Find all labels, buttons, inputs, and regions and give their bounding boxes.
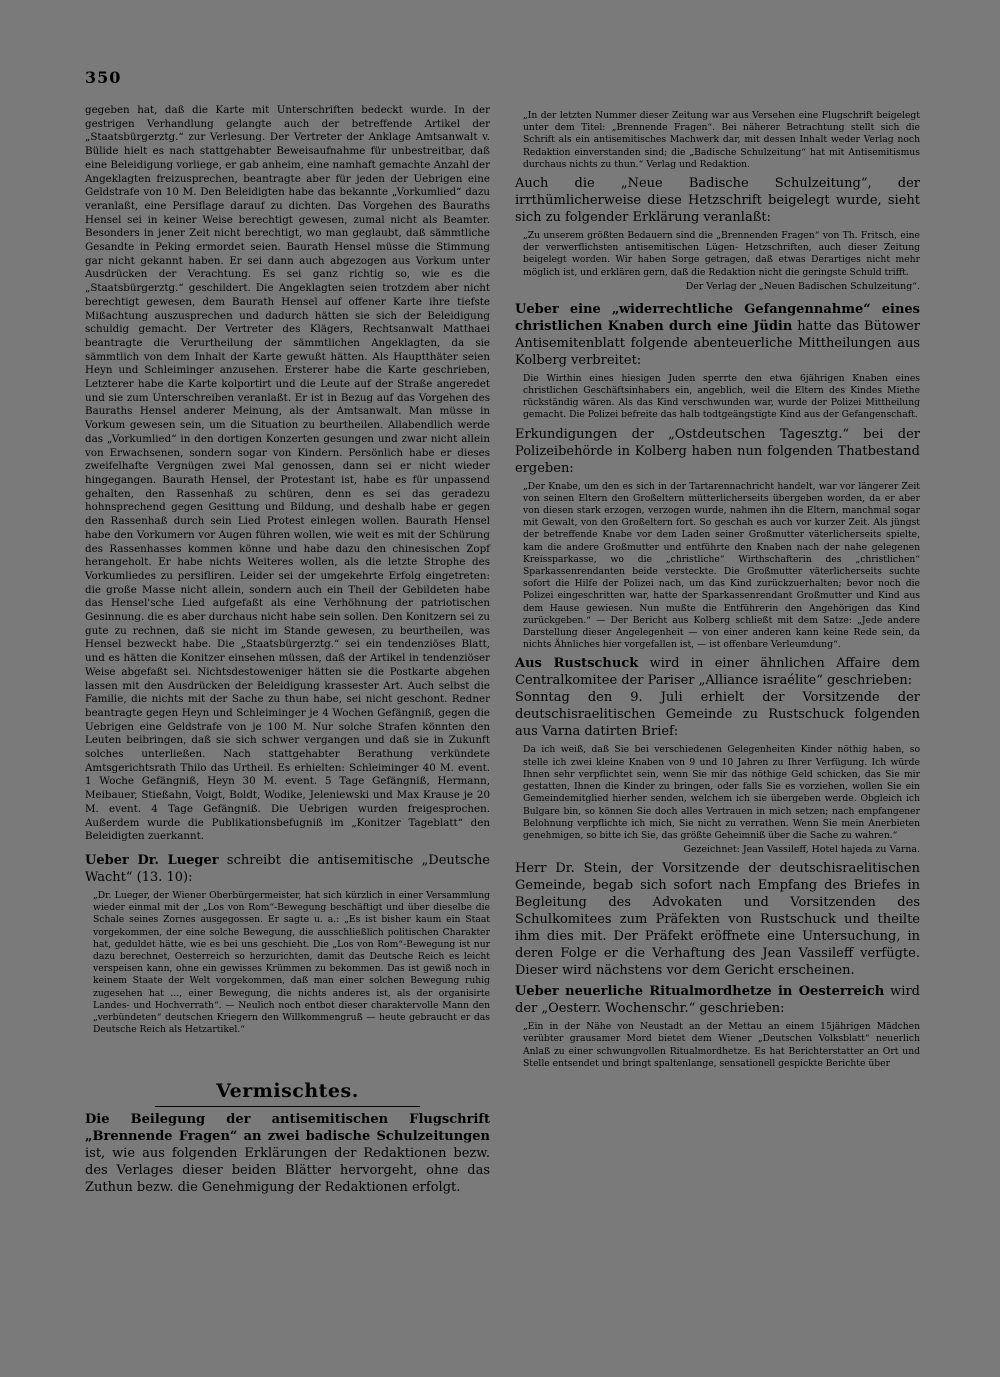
varna-letter-signature: Gezeichnet: Jean Vassileff, Hotel hajeda zu Varna. bbox=[683, 844, 920, 856]
lueger-quote: „Dr. Lueger, der Wiener Oberbürgermeister, hat sich kürzlich in einer Versammlung wieder einmal mit der „Los von Rom“-Bewegung beschäftigt und über dieselbe die Schale seines Zornes ausgegossen. Er sagte u. a.: „Es ist bisher kaum ein Staat vorgekommen, der eine solche Bewegung, die ausschließlich politischen Charakter hat, geduldet hätte, wie es bei uns geschieht. Die „Los von Rom“-Bewegung ist nur dazu berechnet, Oesterreich so herzurichten, damit das Deutsche Reich es leicht verspeisen kann, ohne ein gewisses Krümmen zu bekommen. Das ist gewiß noch in keinem Staate der Welt vorgekommen, daß man einer solchen Bewegung ruhig zugesehen hat ..., einer Bewegung, die nichts anderes ist, als der organisirte Landes- und Hochverrath“. — Neulich noch entbot dieser charaktervolle Mann den „verbündeten“ deutschen Kriegern den Willkommengruß — heute gebraucht er das Deutsche Reich als Hetzartikel.“ bbox=[93, 889, 490, 1036]
kolberg-police-quote: „Der Knabe, um den es sich in der Tartarennachricht handelt, war vor längerer Zeit von seinen Eltern den Großeltern mütterlicherseits übergeben worden, da er aber von diesen stark erzogen, verzogen wurde, nahmen ihn die Eltern, manchmal sogar mit Gewalt, von den Großeltern fort. So geschah es auch vor kurzer Zeit. Als jüngst der betreffende Knabe vor dem Laden seiner Großmutter väterlicherseits spielte, kam die andere Großmutter und entführte den Knaben nach der nahe gelegenen Kreissparkasse, wo die „christliche“ Wirthschafterin des „christlichen“ Sparkassenrendanten beide versteckte. Die Großmutter väterlicherseits suchte sofort die Hilfe der Polizei nach, um das Kind zurückzuerhalten; bevor noch die Polizei eingeschritten war, hatte der Sparkassenrendant Großmutter und Kind aus dem Hause gewiesen. Nun mußte die Entführerin den Angehörigen das Kind zurückgeben.“ — Der Bericht aus Kolberg schließt mit dem Satze: „Jede andere Darstellung dieser Angelegenheit — von einer anderen kann keine Rede sein, da nichts Ähnliches hier vorgefallen ist, — ist offenbare Verleumdung“. bbox=[523, 480, 920, 651]
sonntag-paragraph: Sonntag den 9. Juli erhielt der Vorsitzende der deutschisraelitischen Gemeinde zu Rustschuck folgenden aus Varna datirten Brief: bbox=[515, 690, 920, 740]
erkundigungen-paragraph: Erkundigungen der „Ostdeutschen Tagesztg.“ bei der Polizeibehörde in Kolberg haben nun folgenden Thatbestand ergeben: bbox=[515, 426, 920, 476]
right-column bbox=[515, 110, 920, 1070]
rustschuck-text: wird in einer ähnlichen Affaire dem Centralkomitee der Pariser „Alliance israélite“ geschrieben: bbox=[515, 656, 920, 689]
section-rule bbox=[155, 1106, 420, 1107]
lueger-intro-text: schreibt die antisemitische „Deutsche Wacht“ (13. 10): bbox=[85, 852, 491, 885]
neue-badische-paragraph: Auch die „Neue Badische Schulzeitung“, der irrthümlicherweise diese Hetzschrift beigelegt wurde, sieht sich zu folgender Erklärung veranlaßt: bbox=[515, 176, 920, 226]
neue-badische-signature: Der Verlag der „Neuen Badischen Schulzeitung“. bbox=[685, 280, 920, 292]
gefangennahme-heading: Ueber eine „widerrechtliche Gefangennahme“ eines christlichen Knaben durch eine Jüdin bbox=[515, 301, 920, 334]
lueger-intro-heading: Ueber Dr. Lueger bbox=[85, 852, 219, 868]
lueger-intro bbox=[85, 852, 490, 886]
ritualmord-quote: „Ein in der Nähe von Neustadt an der Mettau an einem 15jährigen Mädchen verübter grausamer Mord bietet dem Wiener „Deutschen Volksblatt“ neuerlich Anlaß zu einer schwungvollen Ritualmordhetze. Es hat Berichterstatter an Ort und Stelle entsendet und bringt spaltenlange, sensationell gespickte Berichte über bbox=[523, 1021, 920, 1069]
page-number: 350 bbox=[85, 68, 122, 87]
flugschrift-text: ist, wie aus folgenden Erklärungen der Redaktionen bezw. des Verlages dieser beiden Blätter hervorgeht, ohne das Zuthun bezw. die Genehmigung der Redaktionen erfolgt. bbox=[85, 1146, 490, 1196]
flugschrift-heading: Die Beilegung der antisemitischen Flugschrift „Brennende Fragen“ an zwei badische Schulzeitungen bbox=[85, 1112, 490, 1145]
ritualmord-paragraph bbox=[515, 983, 920, 1017]
buetow-report-quote: Die Wirthin eines hiesigen Juden sperrte den etwa 6jährigen Knaben eines christlichen Geschäftsinhabers ein, angeblich, weil die Eltern des Kindes Miethe rückständig wären. Als das Kind verschwunden war, wurde der Polizei Mittheilung gemacht. Die Polizei befreite das halb todtgeängstigte Kind aus der Gefangenschaft. bbox=[523, 372, 920, 421]
rustschuck-paragraph bbox=[515, 655, 920, 689]
badische-statement: „In der letzten Nummer dieser Zeitung war aus Versehen eine Flugschrift beigelegt unter dem Titel: „Brennende Fragen“. Bei näherer Betrachtung stellt sich die Schrift als ein antisemitisches Machwerk dar, mit dessen Inhalt weder Verlag noch Redaktion einverstanden sind; die „Badische Schulzeitung“ hat mit Antisemitismus durchaus nichts zu thun.“ Verlag und Redaktion. bbox=[523, 110, 920, 170]
rustschuck-heading: Aus Rustschuck bbox=[515, 656, 639, 672]
ritualmord-heading: Ueber neuerliche Ritualmordhetze in Oesterreich bbox=[515, 984, 885, 1000]
varna-letter-quote: Da ich weiß, daß Sie bei verschiedenen Gelegenheiten Kinder nöthig haben, so stelle ich zwei kleine Knaben von 9 und 10 Jahren zu Ihrer Verfügung. Ich würde Ihnen sehr verpflichtet sein, wenn Sie mir das nöthige Geld schicken, das Sie mir gestatten, Ihnen die Kinder zu bringen, oder falls Sie es vorziehen, wollen Sie ein Gemeindemitglied hierher senden, welchem ich sie übergeben werde. Obgleich ich Bulgare bin, so können Sie doch alles Vertrauen in mich setzen; nach empfangener Belohnung verpflichte ich mich, Sie nicht zu verrathen. Wenn Sie mein Anerbieten genehmigen, so bitte ich Sie, das größte Geheimniß über die Sache zu wahren.“ bbox=[523, 744, 920, 841]
left-column bbox=[85, 104, 490, 1196]
court-report-paragraph: gegeben hat, daß die Karte mit Unterschriften bedeckt wurde. In der gestrigen Verhandlung gelangte auch der betreffende Artikel der „Staatsbürgerztg.“ zur Verlesung. Der Vertreter der Anklage Amtsanwalt v. Bülide hielt es nach stattgehabter Beweisaufnahme für unbestreitbar, daß eine Beleidigung vorliege, er gab anheim, eine namhaft gemachte Anzahl der Angeklagten freizusprechen, beantragte aber für jeden der Uebrigen eine Geldstrafe von 10 M. Den Beleidigten habe das bekannte „Vorkumlied“ dazu veranlaßt, eine Persiflage darauf zu dichten. Das Vorgehen des Bauraths Hensel sei in keiner Weise berechtigt gewesen, zumal nicht als Beamter. Besonders in jener Zeit nicht berechtigt, wo man geglaubt, daß sämmtliche Gesandte in Peking ermordet seien. Baurath Hensel müsse die Stimmung gar nicht gekannt haben. Er sei dann auch abgezogen aus Vorkum unter Ausdrücken der Verachtung. Es sei ganz richtig so, wie es die „Staatsbürgerztg.“ geschildert. Die Angeklagten seien trotzdem aber nicht berechtigt gewesen, dem Baurath Hensel auf offener Karte ihre tiefste Mißachtung auszusprechen und dadurch hätten sie sich der Beleidigung schuldig gemacht. Der Vertreter des Klägers, Rechtsanwalt Matthaei beantragte die Verurtheilung der sämmtlichen Angeklagten, da sie sämmtlich von dem Inhalt der Karte gewußt hätten. Als Hauptthäter seien Heyn und Schleiminger anzusehen. Ersterer habe die Karte geschrieben, Letzterer habe die Karte kolportirt und die Leute auf der Straße angeredet und sie zum Unterschreiben veranlaßt. Er ist in Bezug auf das Vorgehen des Bauraths Hensel anderer Meinung, als der Amtsanwalt. Man müsse in Vorkum gewesen sein, um die Situation zu beurtheilen. Allabendlich werde das „Vorkumlied“ in den dortigen Konzerten gesungen und zwar nicht allein von Erwachsenen, sondern sogar von Kindern. Persönlich habe er dieses zweifelhafte Vergnügen zwei Mal genossen, dann sei er nicht wieder hingegangen. Baurath Hensel, der Protestant ist, habe es für unpassend gehalten, den Rassenhaß zu schüren, denn es sei das geradezu hohnsprechend gegen Gesittung und Bildung, und deshalb habe er gegen den Rassenhaß durch sein Lied Protest einlegen wollen. Baurath Hensel habe den Vorkumern vor Augen führen wollen, wie weit es mit der Schürung des Rassenhasses kommen könne und habe dazu den chinesischen Zopf herangeholt. Er habe nichts Weiteres wollen, als die letzte Strophe des Vorkumliedes zu persifliren. Leider sei der umgekehrte Erfolg eingetreten: die große Masse nicht allein, sondern auch ein Theil der Gebildeten habe das Hensel'sche Lied aufgefaßt als eine Verhöhnung der patriotischen Gesinnung. die es aber durchaus nicht habe sein sollen. Den Konitzern sei zu gute zu rechnen, daß sie nicht im Stande gewesen, zu beurtheilen, was Hensel bezweckt habe. Die „Staatsbürgerztg.“ sei ein tendenziöses Blatt, und es hätten die Konitzer einsehen müssen, daß der Artikel in tendenziöser Weise abgefaßt sei. Nichtsdestoweniger hätten sie die Postkarte abgehen lassen mit den Ausdrücken der Beleidigung krassester Art. Auch selbst die Familie, die nichts mit der Sache zu thun habe, sei nicht geschont. Redner beantragte gegen Heyn und Schleiminger je 4 Wochen Gefängniß, gegen die Uebrigen eine Geldstrafe von je 100 M. Nur solche Strafen könnten den Leuten beibringen, daß sie sich schwer vergangen und daß sie in Zukunft solches unterließen. Nach stattgehabter Berathung verkündete Amtsgerichtsrath Thilo das Urtheil. Es erhielten: Schleiminger 40 M. event. 1 Woche Gefängniß, Heyn 30 M. event. 5 Tage Gefängniß, Hermann, Meibauer, Stießahn, Voigt, Boldt, Wodike, Jeleniewski und Max Krause je 20 M. event. 4 Tage Gefängniß. Die Uebrigen wurden freigesprochen. Außerdem wurde die Publikationsbefugniß im „Konitzer Tageblatt“ den Beleidigten zuerkannt. bbox=[85, 104, 491, 843]
gefangennahme-text: hatte das Bütower Antisemitenblatt folgende abenteuerliche Mittheilungen aus Kolberg verbreitet: bbox=[515, 318, 921, 368]
ritualmord-text: wird der „Oesterr. Wochenschr.“ geschrieben: bbox=[515, 984, 920, 1017]
section-title-vermischtes: Vermischtes. bbox=[216, 1080, 359, 1103]
stein-paragraph: Herr Dr. Stein, der Vorsitzende der deutschisraelitischen Gemeinde, begab sich sofort nach Empfang des Briefes in Begleitung des Advokaten und Vorsitzenden des Schulkomitees zum Präfekten von Rustschuck und theilte ihm dies mit. Der Präfekt eröffnete eine Untersuchung, in deren Folge er die Verhaftung des Jean Vassileff verfügte. Dieser wird nächstens vor dem Gericht erscheinen. bbox=[515, 861, 920, 979]
neue-badische-statement: „Zu unserem größten Bedauern sind die „Brennenden Fragen“ von Th. Fritsch, eine der verwerflichsten antisemitischen Lügen- Hetzschriften, auch dieser Zeitung beigelegt worden. Wir haben Sorge getragen, daß etwas Derartiges nicht mehr möglich ist, und erklären gern, daß die Redaktion nicht die geringste Schuld trifft. bbox=[523, 230, 920, 278]
flugschrift-paragraph bbox=[85, 1111, 490, 1196]
gefangennahme-paragraph bbox=[515, 301, 920, 369]
